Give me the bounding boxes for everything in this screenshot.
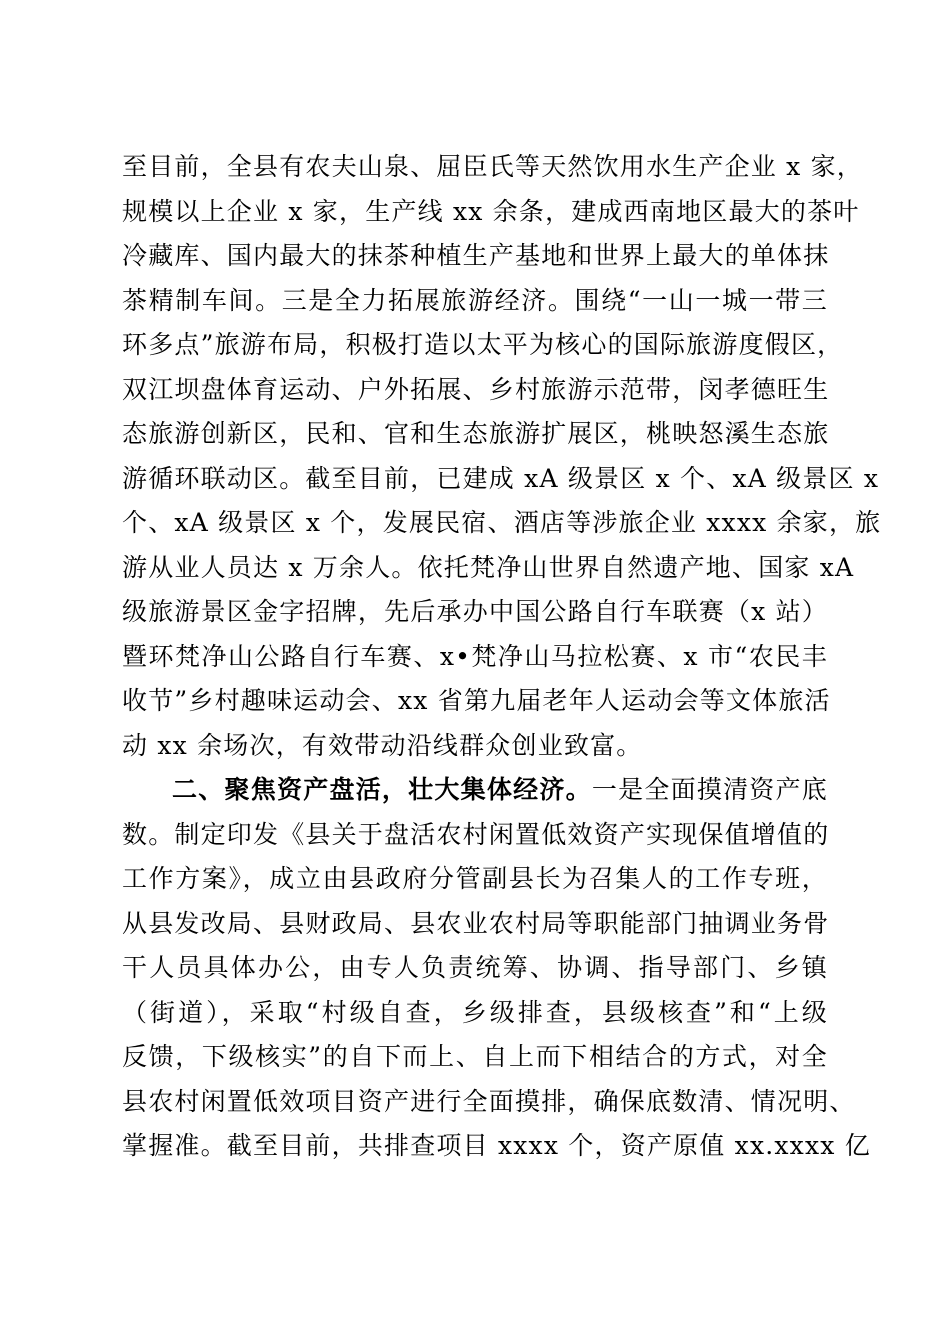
text-line: 至目前，全县有农夫山泉、屈臣氏等天然饮用水生产企业 x 家， (122, 152, 863, 181)
text-line: 茶精制车间。三是全力拓展旅游经济。围绕“一山一城一带三 (122, 286, 828, 315)
text-line: 从县发改局、县财政局、县农业农村局等职能部门抽调业务骨 (122, 909, 830, 938)
section-heading-line (172, 770, 828, 810)
text-line: 掌握准。截至目前，共排查项目 xxxx 个，资产原值 xx.xxxx 亿 (122, 1131, 871, 1160)
text-line: 动 xx 余场次，有效带动沿线群众创业致富。 (122, 731, 643, 760)
text-line: （街道），采取“村级自查，乡级排查，县级核查”和“上级 (122, 998, 828, 1027)
section-heading-continuation: 一是全面摸清资产底 (591, 775, 828, 804)
text-line: 级旅游景区金字招牌，先后承办中国公路自行车联赛（x 站） (122, 597, 828, 626)
text-line: 规模以上企业 x 家，生产线 xx 余条，建成西南地区最大的茶叶 (122, 197, 860, 226)
text-line: 个、xA 级景区 x 个，发展民宿、酒店等涉旅企业 xxxx 余家，旅 (122, 508, 882, 537)
text-line: 态旅游创新区，民和、官和生态旅游扩展区，桃映怒溪生态旅 (122, 419, 830, 448)
section-heading: 二、聚焦资产盘活，壮大集体经济。 (172, 775, 592, 804)
text-line: 双江坝盘体育运动、户外拓展、乡村旅游示范带，闵孝德旺生 (122, 375, 830, 404)
text-line: 数。制定印发《县关于盘活农村闲置低效资产实现保值增值的 (122, 820, 830, 849)
text-line: 工作方案》，成立由县政府分管副县长为召集人的工作专班， (122, 864, 828, 893)
text-line: 收节”乡村趣味运动会、xx 省第九届老年人运动会等文体旅活 (122, 686, 831, 715)
text-line: 反馈，下级核实”的自下而上、自上而下相结合的方式，对全 (122, 1042, 828, 1071)
text-line: 冷藏库、国内最大的抹茶种植生产基地和世界上最大的单体抹 (122, 241, 830, 270)
text-line: 游循环联动区。截至目前，已建成 xA 级景区 x 个、xA 级景区 x (122, 464, 880, 493)
text-line: 县农村闲置低效项目资产进行全面摸排，确保底数清、情况明、 (122, 1087, 856, 1116)
text-line: 暨环梵净山公路自行车赛、x•梵净山马拉松赛、x 市“农民丰 (122, 642, 828, 671)
text-line: 干人员具体办公，由专人负责统筹、协调、指导部门、乡镇 (122, 953, 828, 982)
text-line: 环多点”旅游布局，积极打造以太平为核心的国际旅游度假区， (122, 330, 844, 359)
text-line: 游从业人员达 x 万余人。依托梵净山世界自然遗产地、国家 xA (122, 553, 855, 582)
